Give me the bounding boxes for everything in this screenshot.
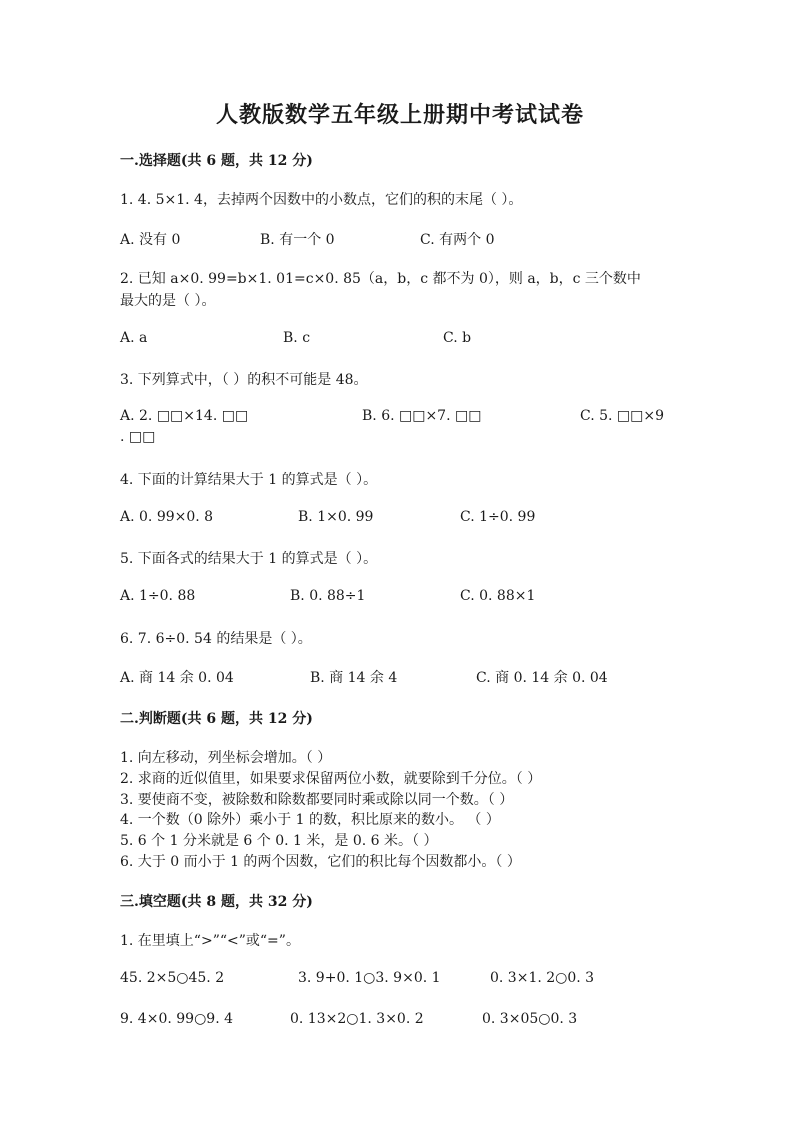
option-c-continued: . □□ (120, 429, 156, 445)
section-header-choice: 一.选择题(共 6 题，共 12 分) (120, 153, 313, 169)
section-header-judgement: 二.判断题(共 6 题，共 12 分) (120, 711, 313, 727)
option-b: B. 有一个 0 (260, 232, 335, 248)
question-2-line1: 2. 已知 a×0. 99=b×1. 01=c×0. 85（a，b，c 都不为 0），则 a，b，c 三个数中 (120, 271, 641, 287)
option-c: C. 有两个 0 (420, 232, 495, 248)
option-b: B. 6. □□×7. □□ (362, 408, 482, 424)
comparison-item: 9. 4×0. 99○9. 4 (120, 1011, 233, 1027)
comparison-item: 0. 3×1. 2○0. 3 (490, 970, 595, 986)
comparison-item: 45. 2×5○45. 2 (120, 970, 225, 986)
option-a: A. 没有 0 (120, 232, 181, 248)
option-a: A. 0. 99×0. 8 (120, 509, 214, 525)
question-2-line2: 最大的是（ ）。 (120, 293, 216, 309)
page-title: 人教版数学五年级上册期中考试试卷 (215, 102, 584, 128)
section-header-fill: 三.填空题(共 8 题，共 32 分) (120, 894, 313, 910)
fill-question-1: 1. 在里填上“>”“<”或“=”。 (120, 933, 300, 949)
option-b: B. c (283, 330, 311, 346)
option-a: A. 1÷0. 88 (120, 588, 196, 604)
option-b: B. 商 14 余 4 (310, 670, 398, 686)
option-c: C. 5. □□×9 (580, 408, 665, 424)
question-6: 6. 7. 6÷0. 54 的结果是（ ）。 (120, 631, 312, 647)
option-c: C. b (443, 330, 472, 346)
judgement-item: 5. 6 个 1 分米就是 6 个 0. 1 米，是 0. 6 米。（ ） (120, 833, 438, 849)
question-1: 1. 4. 5×1. 4，去掉两个因数中的小数点，它们的积的末尾（ ）。 (120, 192, 523, 208)
option-c: C. 商 0. 14 余 0. 04 (476, 670, 608, 686)
option-b: B. 0. 88÷1 (290, 588, 366, 604)
comparison-item: 0. 3×05○0. 3 (482, 1011, 578, 1027)
judgement-item: 3. 要使商不变，被除数和除数都要同时乘或除以同一个数。（ ） (120, 792, 514, 808)
option-c: C. 0. 88×1 (460, 588, 536, 604)
judgement-item: 2. 求商的近似值里，如果要求保留两位小数，就要除到千分位。（ ） (120, 771, 542, 787)
option-a: A. 2. □□×14. □□ (120, 408, 249, 424)
option-a: A. 商 14 余 0. 04 (120, 670, 234, 686)
comparison-item: 0. 13×2○1. 3×0. 2 (290, 1011, 424, 1027)
judgement-item: 6. 大于 0 而小于 1 的两个因数，它们的积比每个因数都小。（ ） (120, 854, 521, 870)
question-3: 3. 下列算式中，（ ）的积不可能是 48。 (120, 372, 368, 388)
option-a: A. a (120, 330, 148, 346)
comparison-item: 3. 9+0. 1○3. 9×0. 1 (298, 970, 441, 986)
question-4: 4. 下面的计算结果大于 1 的算式是（ ）。 (120, 472, 378, 488)
judgement-item: 1. 向左移动，列坐标会增加。（ ） (120, 750, 332, 766)
judgement-item: 4. 一个数（0 除外）乘小于 1 的数，积比原来的数小。 （ ） (120, 812, 500, 828)
option-c: C. 1÷0. 99 (460, 509, 536, 525)
question-5: 5. 下面各式的结果大于 1 的算式是（ ）。 (120, 551, 378, 567)
option-b: B. 1×0. 99 (298, 509, 374, 525)
